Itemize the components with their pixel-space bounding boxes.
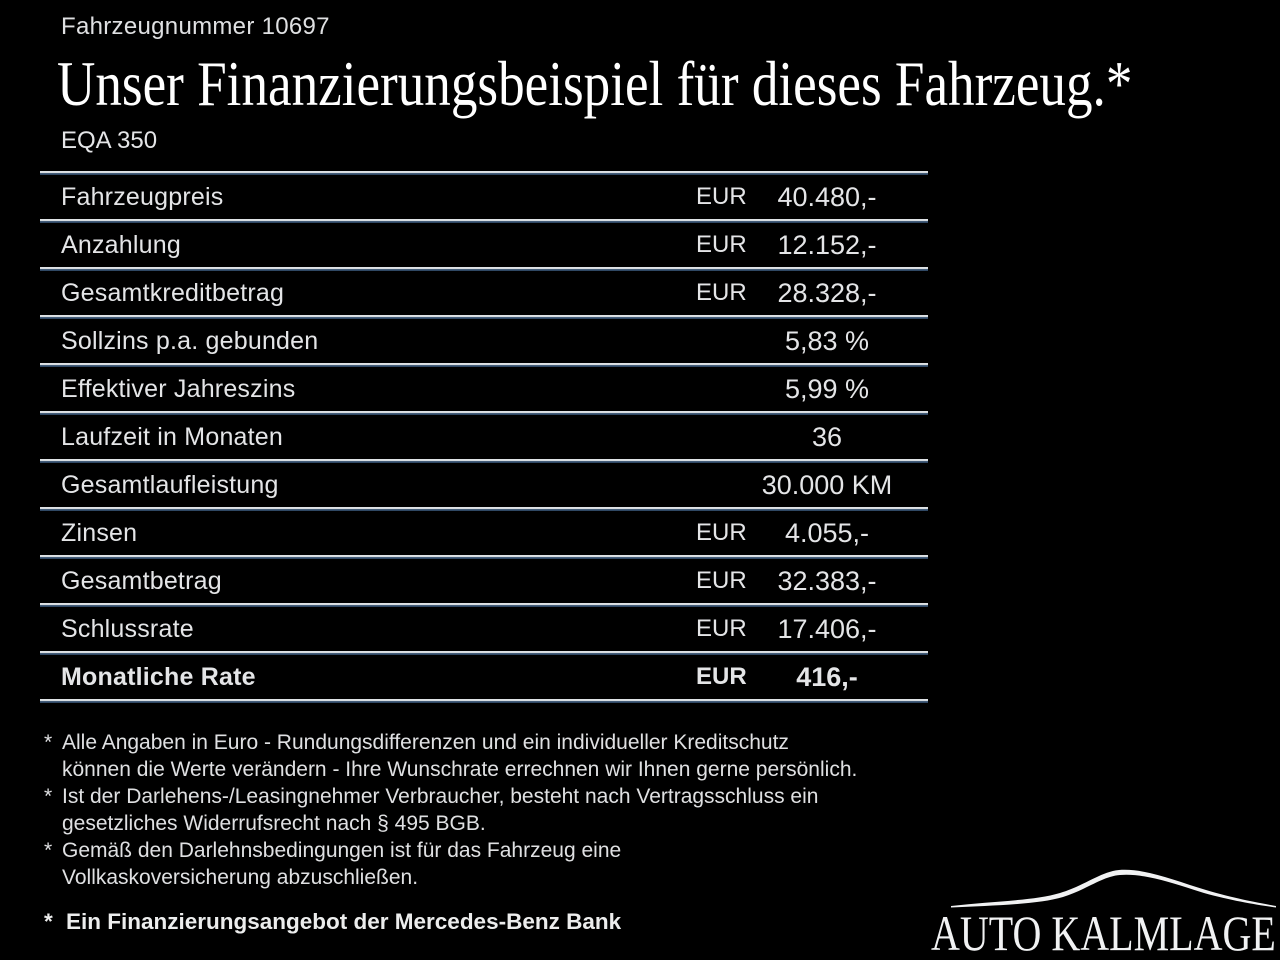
row-separator — [40, 699, 928, 703]
footnote-line: können die Werte verändern - Ihre Wunschrate errechnen wir Ihnen gerne persönlich. — [62, 758, 858, 781]
footnote — [44, 729, 857, 783]
footnote-line: Alle Angaben in Euro - Rundungsdifferenzen und ein individueller Kreditschutz — [62, 731, 789, 754]
footnote-line: gesetzliches Widerrufsrecht nach § 495 BGB. — [62, 812, 486, 835]
table-row — [40, 319, 928, 363]
financing-offer-text: Ein Finanzierungsangebot der Mercedes-Benz Bank — [66, 909, 622, 934]
row-value: 416,- — [796, 661, 858, 692]
row-currency: EUR — [696, 663, 747, 690]
row-currency: EUR — [696, 183, 747, 210]
footnote-marker: * — [44, 785, 53, 808]
row-label: Gesamtlaufleistung — [61, 470, 279, 499]
table-row — [40, 175, 928, 219]
footnote-text — [62, 783, 818, 837]
footnote-marker: * — [44, 731, 53, 754]
row-label: Laufzeit in Monaten — [61, 422, 284, 451]
row-currency: EUR — [696, 615, 747, 642]
financing-offer-note — [44, 909, 621, 935]
row-label: Schlussrate — [61, 614, 194, 643]
row-label: Zinsen — [61, 518, 138, 547]
row-label: Anzahlung — [61, 230, 181, 259]
footnote-marker: * — [44, 839, 53, 862]
table-row — [40, 463, 928, 507]
row-value: 28.328,- — [777, 277, 877, 308]
footnote-text — [62, 837, 621, 891]
table-row — [40, 271, 928, 315]
footnote-line: Ist der Darlehens-/Leasingnehmer Verbraucher, besteht nach Vertragsschluss ein — [62, 785, 819, 808]
table-row — [40, 367, 928, 411]
row-value: 36 — [811, 421, 843, 452]
row-value: 5,83 % — [784, 325, 870, 356]
footnote-marker: * — [44, 909, 53, 934]
row-label: Effektiver Jahreszins — [61, 374, 296, 403]
vehicle-number: Fahrzeugnummer 10697 — [61, 13, 330, 40]
row-value: 40.480,- — [777, 181, 877, 212]
row-label: Gesamtkreditbetrag — [61, 278, 285, 307]
page-title: Unser Finanzierungsbeispiel für dieses Fahrzeug.* — [57, 48, 1133, 119]
row-label: Fahrzeugpreis — [61, 182, 224, 211]
footnote-line: Gemäß den Darlehnsbedingungen ist für das Fahrzeug eine — [62, 839, 622, 862]
row-value: 5,99 % — [784, 373, 870, 404]
table-row — [40, 559, 928, 603]
footnote-line: Vollkaskoversicherung abzuschließen. — [62, 866, 419, 889]
row-value: 32.383,- — [777, 565, 877, 596]
model-name: EQA 350 — [61, 127, 158, 154]
footnote-text — [62, 729, 857, 783]
footnote — [44, 837, 857, 891]
row-currency: EUR — [696, 279, 747, 306]
row-label: Monatliche Rate — [61, 662, 256, 691]
footnotes-block — [44, 729, 857, 891]
table-row — [40, 607, 928, 651]
footnote — [44, 783, 857, 837]
row-currency: EUR — [696, 231, 747, 258]
row-value: 4.055,- — [784, 517, 870, 548]
table-row — [40, 415, 928, 459]
table-row-monthly-rate — [40, 655, 928, 699]
row-value: 17.406,- — [777, 613, 877, 644]
row-currency: EUR — [696, 567, 747, 594]
row-currency: EUR — [696, 519, 747, 546]
table-row — [40, 223, 928, 267]
row-value: 12.152,- — [777, 229, 877, 260]
table-row — [40, 511, 928, 555]
row-value: 30.000 KM — [761, 469, 893, 500]
car-silhouette-icon — [948, 852, 1280, 912]
row-label: Sollzins p.a. gebunden — [61, 326, 319, 355]
finance-table — [40, 171, 928, 703]
row-label: Gesamtbetrag — [61, 566, 222, 595]
dealer-name: AUTO KALMLAGE — [931, 905, 1276, 960]
